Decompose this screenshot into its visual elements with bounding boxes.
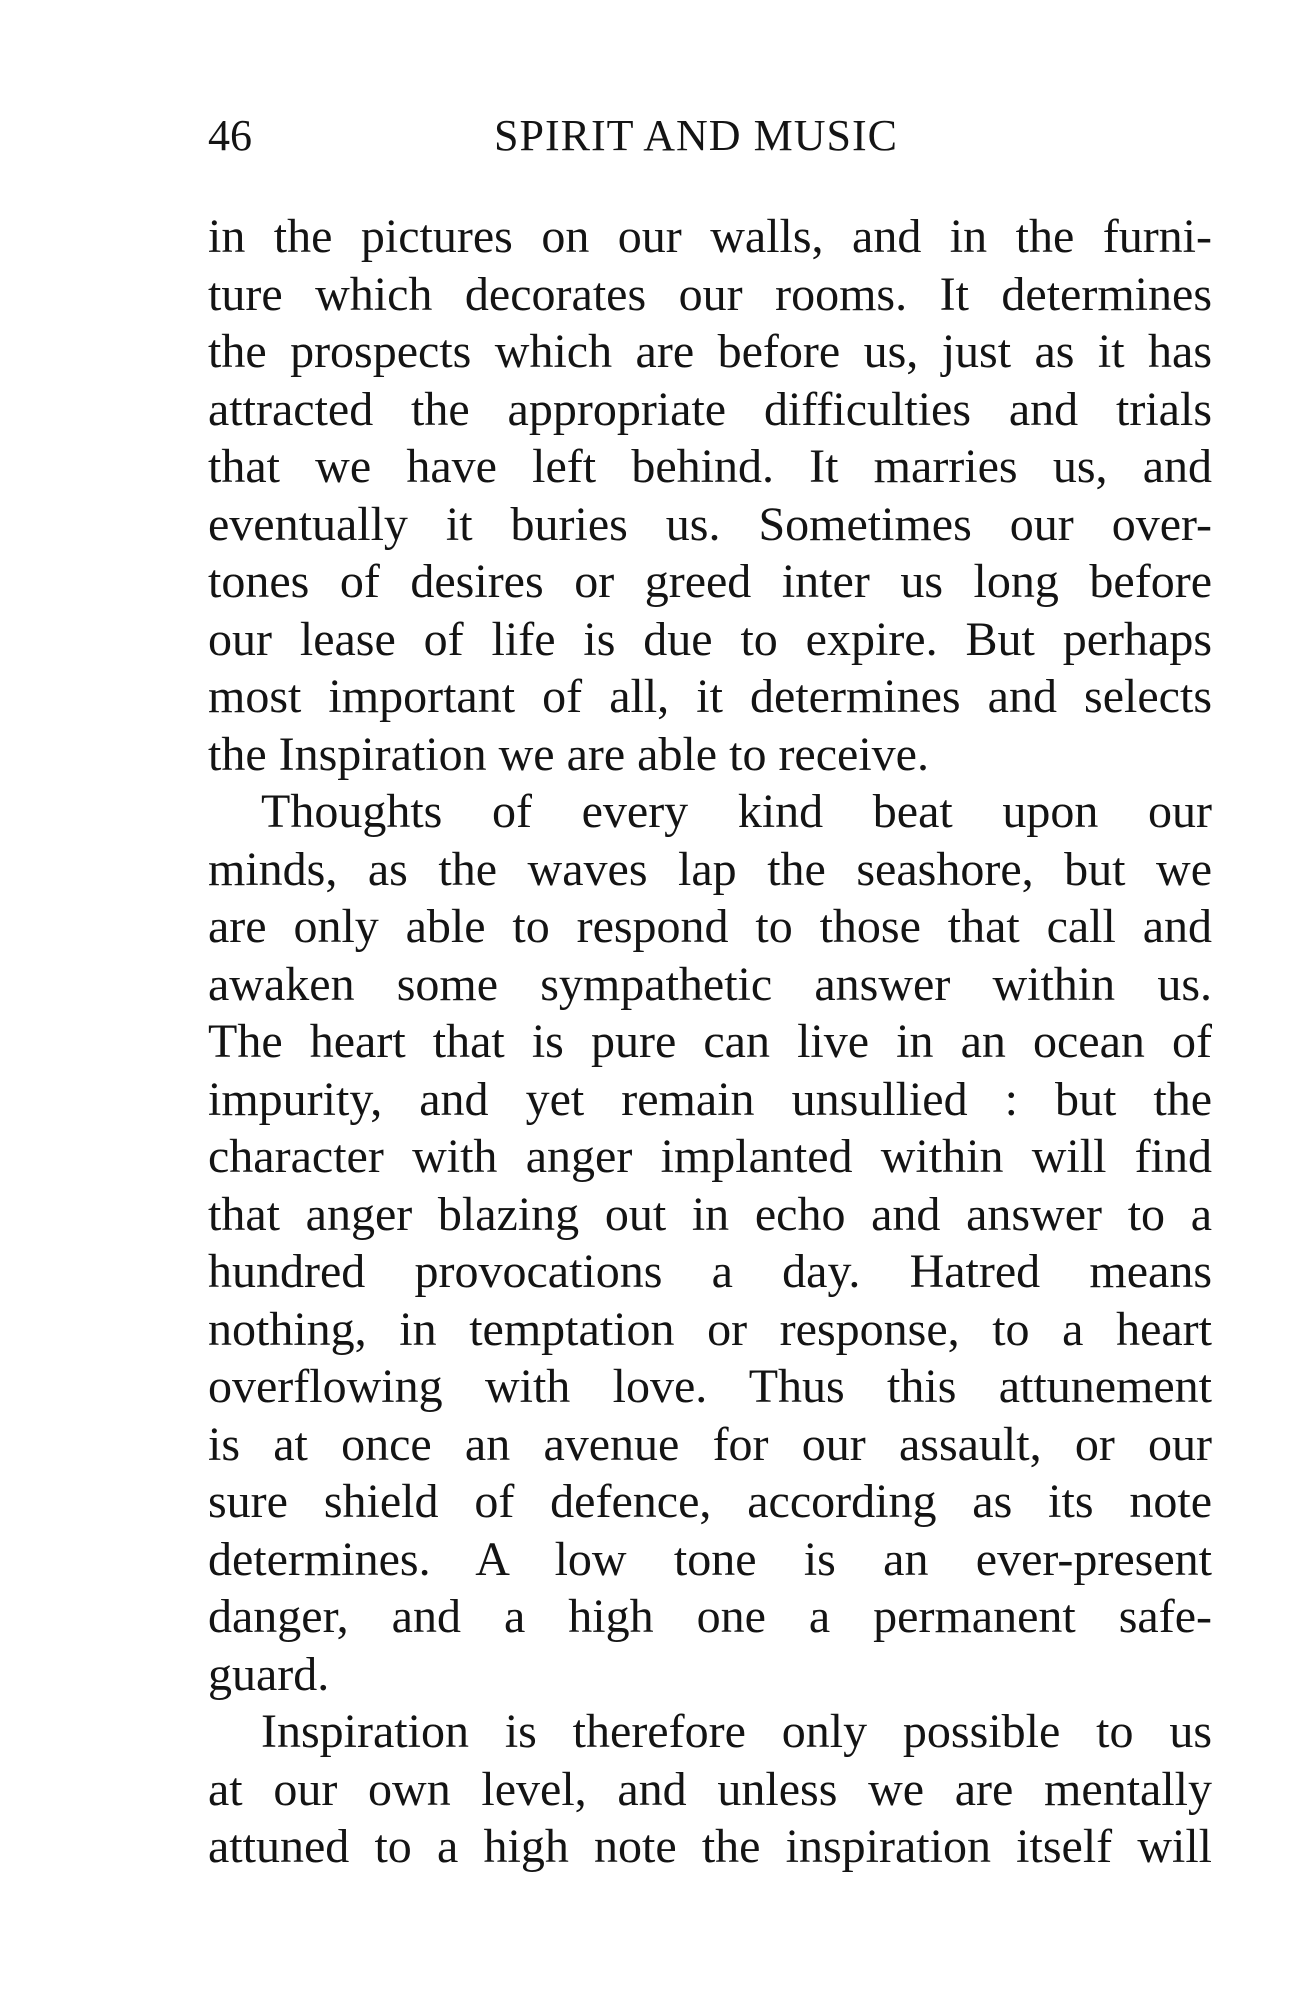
text-line: attracted the appropriate difficulties and trials [208, 382, 1212, 436]
text-line: the Inspiration we are able to receive. [208, 727, 929, 781]
text-line: character with anger implanted within will find [208, 1130, 1212, 1183]
text-line: in the pictures on our walls, and in the furni- [208, 210, 1212, 263]
text-line: tones of desires or greed inter us long before [208, 555, 1212, 608]
text-line: The heart that is pure can live in an ocean of [208, 1015, 1212, 1068]
text-line: is at once an avenue for our assault, or our [208, 1417, 1212, 1471]
text-line: minds, as the waves lap the seashore, but we [208, 842, 1212, 896]
running-title: SPIRIT AND MUSIC [494, 111, 898, 160]
body-text [208, 208, 1212, 1876]
text-line: overflowing with love. Thus this attunement [208, 1360, 1212, 1413]
text-line: attuned to a high note the inspiration itself will [208, 1820, 1212, 1873]
text-line: ture which decorates our rooms. It determines [208, 267, 1212, 321]
text-line: eventually it buries us. Sometimes our over- [208, 497, 1212, 551]
text-line: our lease of life is due to expire. But perhaps [208, 612, 1212, 666]
text-line: most important of all, it determines and selects [208, 670, 1212, 723]
text-line: are only able to respond to those that call and [208, 900, 1212, 953]
text-line: nothing, in temptation or response, to a heart [208, 1302, 1212, 1356]
page-number: 46 [208, 111, 252, 160]
text-line: danger, and a high one a permanent safe- [208, 1590, 1212, 1643]
text-line: determines. A low tone is an ever-present [208, 1532, 1212, 1586]
text-line: Thoughts of every kind beat upon our [261, 785, 1212, 838]
text-line: guard. [208, 1647, 330, 1701]
text-line: Inspiration is therefore only possible to us [261, 1705, 1212, 1758]
text-line: impurity, and yet remain unsullied : but the [208, 1072, 1212, 1126]
page-header [208, 108, 1208, 164]
text-line: hundred provocations a day. Hatred means [208, 1245, 1212, 1298]
text-line: that we have left behind. It marries us, and [208, 440, 1212, 493]
text-line: awaken some sympathetic answer within us. [208, 957, 1212, 1011]
text-line: the prospects which are before us, just as it has [208, 325, 1212, 378]
text-line: that anger blazing out in echo and answer to a [208, 1187, 1212, 1241]
text-line: at our own level, and unless we are mentally [208, 1762, 1212, 1816]
text-line: sure shield of defence, according as its note [208, 1475, 1212, 1528]
